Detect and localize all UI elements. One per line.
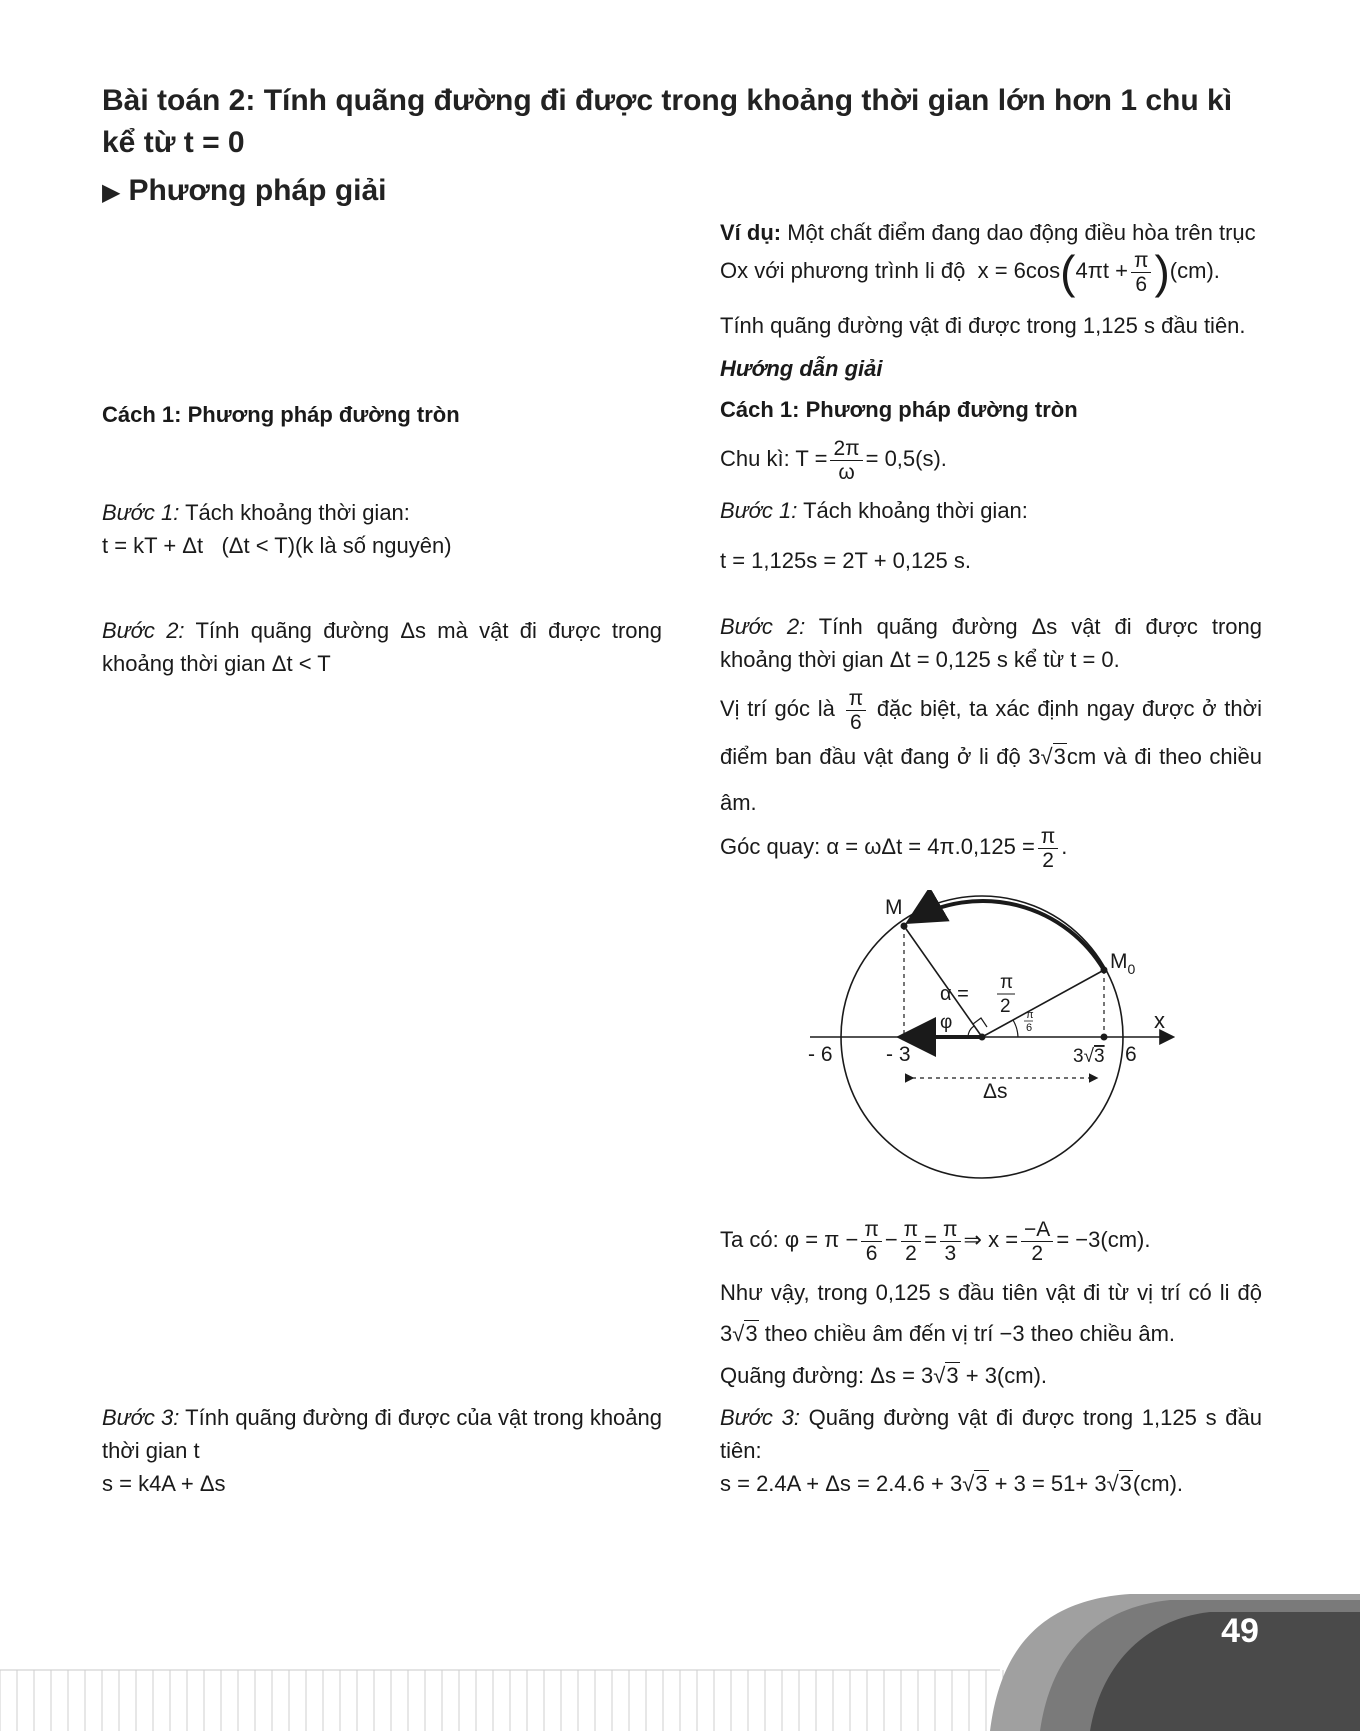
rotation-arc [912, 901, 1104, 970]
angle-paragraph: Vị trí góc là $\frac{\pi}{6}$ đặc biệt, ta xác định ngay được ở thời điểm ban đầu vật đang ở li độ 3√3cm và đi theo chiều âm. [720, 686, 1262, 815]
left-step2: Bước 2: Tính quãng đường Δs mà vật đi được trong khoảng thời gian Δt < T [102, 618, 662, 676]
example-line2: Ox với phương trình li độ x = 6cos(4πt + $\frac{\pi}{6}$ )(cm). [720, 246, 1220, 299]
right-angle-mark [973, 1018, 987, 1027]
point-M [901, 923, 908, 930]
method-heading: ▶ Phương pháp giải [102, 174, 387, 207]
footer-tick-strip [0, 1670, 1003, 1731]
label-M: M [885, 896, 903, 919]
right-step3: Bước 3: Quãng đường vật đi được trong 1,125 s đầu tiên: [720, 1405, 1262, 1463]
label-neg3: - 3 [886, 1043, 911, 1066]
left-step3: Bước 3: Tính quãng đường đi được của vật trong khoảng thời gian t [102, 1405, 662, 1463]
point-3sqrt3 [1101, 1034, 1108, 1041]
right-step3-formula: s = 2.4A + Δs = 2.4.6 + 3√3 + 3 = 51+ 3√3(cm). [720, 1471, 1184, 1496]
period-formula: Chu kì: T = $\frac{2\pi}{\omega}$ = 0,5(s). [720, 436, 947, 484]
left-step3-formula: s = k4A + Δs [102, 1471, 226, 1496]
origin-point [979, 1034, 986, 1041]
problem-title: Bài toán 2: Tính quãng đường đi được trong khoảng thời gian lớn hơn 1 chu kì kể từ t = 0 [102, 84, 1233, 159]
label-alpha-den: 2 [1000, 996, 1011, 1017]
label-6: 6 [1125, 1043, 1137, 1066]
left-cach1-heading: Cách 1: Phương pháp đường tròn [102, 402, 460, 427]
pi6-angle-arc [1013, 1020, 1018, 1037]
right-step1: Bước 1: Tách khoảng thời gian: [720, 498, 1028, 523]
rotation-formula: Góc quay: α = ωΔt = 4π.0,125 = $\frac{\pi}{2}$ . [720, 824, 1068, 872]
label-M0: $M_0$ [1110, 950, 1136, 977]
taco-formula: Ta có: φ = π − $\frac{\pi}{6}$ − $\frac{\pi}{2}$ = $\frac{\pi}{3}$ ⇒ x = $\frac{-A}{2}$ = −3(cm). [720, 1217, 1151, 1265]
summary-paragraph: Như vậy, trong 0,125 s đầu tiên vật đi từ vị trí có li độ 3√3 theo chiều âm đến vị trí −3 theo chiều âm. [720, 1280, 1262, 1346]
label-delta-s: Δs [983, 1080, 1008, 1103]
point-M0 [1101, 967, 1108, 974]
label-alpha-num: π [1000, 972, 1014, 993]
left-step1: Bước 1: Tách khoảng thời gian: [102, 500, 410, 525]
triangle-bullet-icon: ▶ [102, 179, 121, 206]
example-line3: Tính quãng đường vật đi được trong 1,125 s đầu tiên. [720, 313, 1246, 338]
label-phi: φ [940, 1012, 953, 1033]
label-pi6-den: 6 [1026, 1022, 1033, 1034]
label-pi6-num: π [1026, 1009, 1034, 1021]
guide-heading: Hướng dẫn giải [720, 356, 883, 381]
footer-decoration [0, 1590, 1360, 1731]
label-x: x [1154, 1008, 1165, 1033]
label-neg6: - 6 [808, 1043, 833, 1066]
distance-formula: Quãng đường: Δs = 3√3 + 3(cm). [720, 1363, 1048, 1388]
right-step2: Bước 2: Tính quãng đường Δs vật đi được trong khoảng thời gian Δt = 0,125 s kể từ t = 0. [720, 614, 1262, 672]
example-line1: Ví dụ: Một chất điểm đang dao động điều hòa trên trục [720, 220, 1256, 245]
unit-circle-diagram [800, 890, 1200, 1190]
page-number: 49 [1221, 1612, 1259, 1650]
right-cach1-heading: Cách 1: Phương pháp đường tròn [720, 397, 1078, 422]
pi-over-6-frac: $\frac{\pi}{6}$ [1131, 249, 1152, 296]
label-alpha: α = [940, 983, 969, 1005]
left-step1-formula: t = kT + Δt (Δt < T)(k là số nguyên) [102, 533, 452, 558]
point-neg3 [901, 1034, 908, 1041]
label-3sqrt3: 3√3 [1073, 1046, 1105, 1067]
right-step1-formula: t = 1,125s = 2T + 0,125 s. [720, 548, 971, 573]
